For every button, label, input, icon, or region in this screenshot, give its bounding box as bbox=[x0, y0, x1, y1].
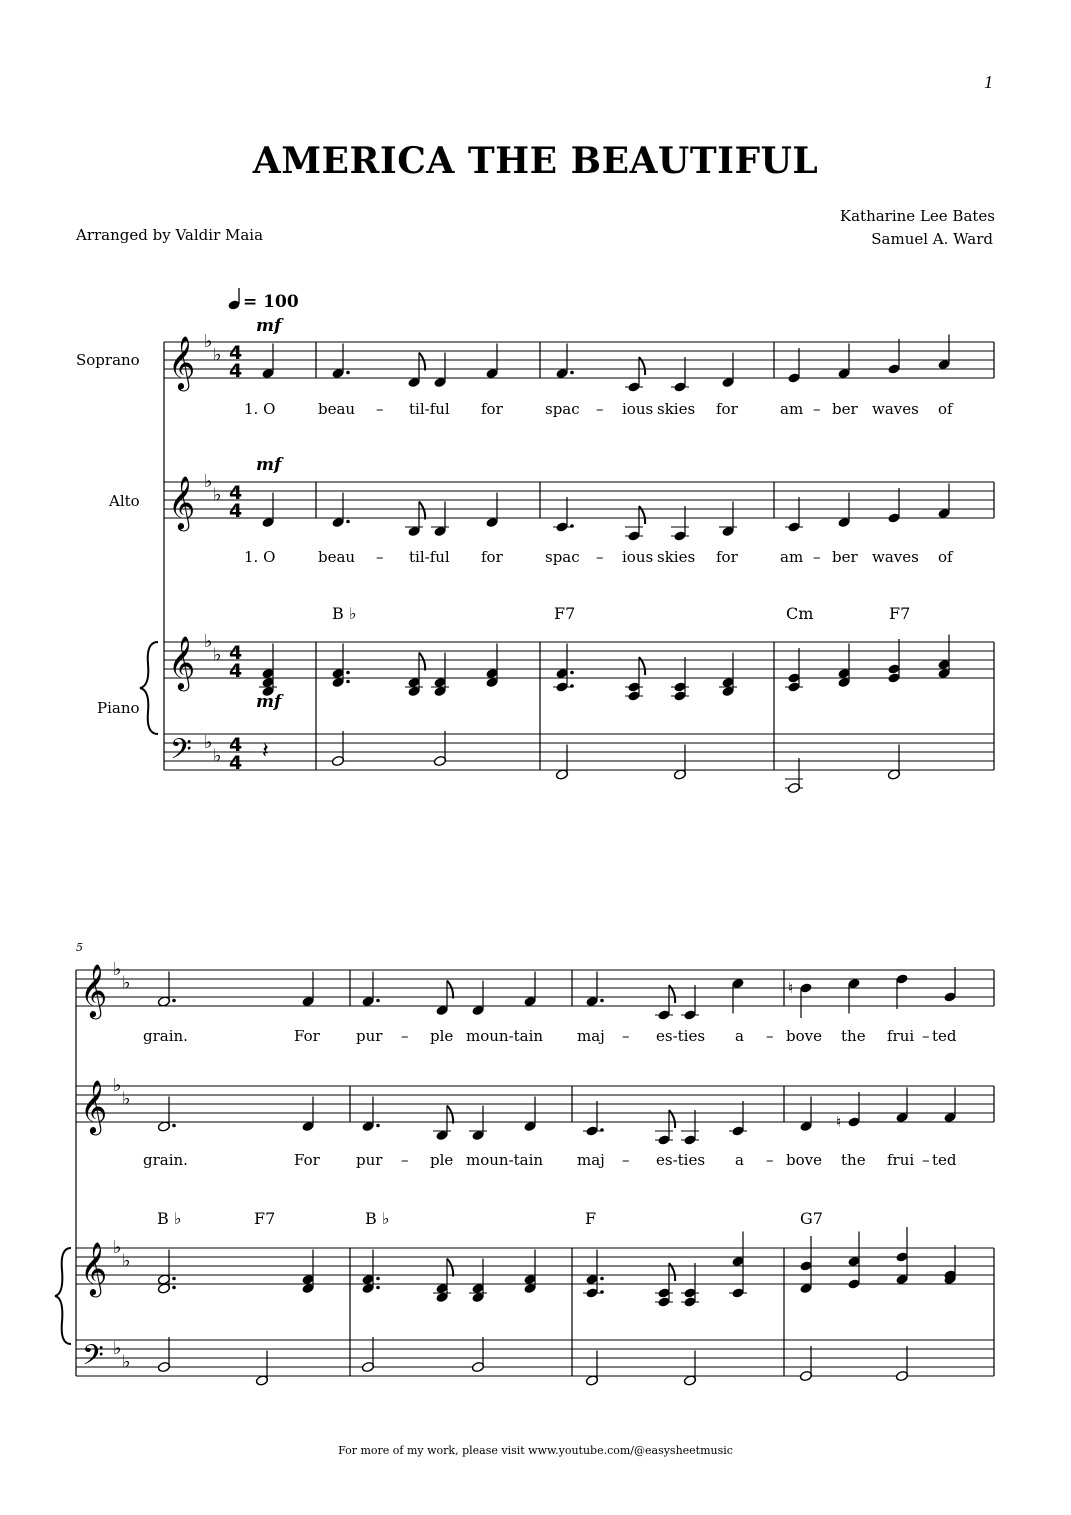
lyric: skies bbox=[657, 400, 696, 418]
lyric: ious bbox=[622, 548, 654, 566]
lyric: For bbox=[294, 1027, 320, 1045]
flat-icon: ♭ bbox=[213, 484, 222, 506]
lyric: – bbox=[376, 400, 384, 418]
lyric: 1. O bbox=[244, 548, 276, 566]
chord-symbol: G7 bbox=[800, 1209, 823, 1228]
flag bbox=[419, 502, 425, 520]
lyric: for bbox=[481, 400, 503, 418]
lyric: – bbox=[813, 548, 821, 566]
lyric: maj bbox=[577, 1027, 605, 1045]
chord-symbols-1 bbox=[332, 604, 910, 623]
time-sig-bottom: 4 bbox=[229, 500, 243, 522]
lyric: skies bbox=[657, 548, 696, 566]
song-title: AMERICA THE BEAUTIFUL bbox=[252, 140, 819, 182]
flag bbox=[447, 1259, 453, 1277]
lyric: for bbox=[716, 400, 738, 418]
flat-icon: ♭ bbox=[213, 745, 222, 767]
lyric: am bbox=[780, 400, 804, 418]
lyric: the bbox=[841, 1027, 866, 1045]
dynamic-piano: mf bbox=[256, 692, 282, 712]
treble-clef-icon: 𝄞 bbox=[168, 635, 196, 689]
treble-clef-icon: 𝄞 bbox=[168, 335, 196, 389]
lyric: – bbox=[376, 548, 384, 566]
treble-clef-icon: 𝄞 bbox=[80, 1241, 108, 1295]
time-sig-top: 4 bbox=[229, 342, 243, 364]
augmentation-dot bbox=[600, 1290, 604, 1294]
tempo-marking bbox=[227, 288, 298, 312]
flat-icon: ♭ bbox=[204, 471, 213, 492]
lyric: for bbox=[481, 548, 503, 566]
lyric: ple bbox=[430, 1151, 454, 1169]
flat-icon: ♭ bbox=[213, 344, 222, 366]
natural-sign: ♮ bbox=[788, 979, 794, 997]
lyric: spac bbox=[545, 548, 580, 566]
flag bbox=[419, 353, 425, 371]
dynamic-alto: mf bbox=[256, 455, 282, 475]
augmentation-dot bbox=[376, 1277, 380, 1281]
flat-icon: ♭ bbox=[122, 1351, 131, 1373]
chord-symbol: B ♭ bbox=[157, 1209, 182, 1228]
part-name-soprano: Soprano bbox=[76, 351, 140, 369]
lyric: waves bbox=[872, 400, 919, 418]
augmentation-dot bbox=[570, 684, 574, 688]
lyric: – bbox=[401, 1151, 409, 1169]
lyric: for bbox=[716, 548, 738, 566]
chord-symbol: B ♭ bbox=[365, 1209, 390, 1228]
lyric: spac bbox=[545, 400, 580, 418]
measure-number: 5 bbox=[76, 941, 83, 954]
chord-symbol: B ♭ bbox=[332, 604, 357, 623]
flat-icon: ♭ bbox=[113, 959, 122, 980]
augmentation-dot bbox=[600, 1128, 604, 1132]
lyric: grain. bbox=[143, 1151, 188, 1169]
lyrics-alto-2 bbox=[143, 1151, 957, 1169]
tempo-text: = 100 bbox=[243, 292, 299, 312]
lyric: am bbox=[780, 548, 804, 566]
lyric: frui bbox=[887, 1027, 915, 1045]
flat-icon: ♭ bbox=[204, 331, 213, 352]
lyric: ber bbox=[832, 548, 858, 566]
time-sig-bottom: 4 bbox=[229, 752, 243, 774]
chord-symbol: F bbox=[585, 1209, 597, 1228]
lyric: of bbox=[938, 548, 953, 566]
lyric: – bbox=[813, 400, 821, 418]
lyric: moun-tain bbox=[466, 1151, 544, 1169]
flat-icon: ♭ bbox=[122, 1250, 131, 1272]
lyric: frui bbox=[887, 1151, 915, 1169]
augmentation-dot bbox=[346, 671, 350, 675]
lyric: – bbox=[766, 1151, 774, 1169]
composer-credit: Samuel A. Ward bbox=[871, 230, 993, 248]
augmentation-dot bbox=[172, 1277, 176, 1281]
augmentation-dot bbox=[346, 520, 350, 524]
chord-symbol: F7 bbox=[254, 1209, 276, 1228]
lyric: til-ful bbox=[409, 548, 450, 566]
lyric: til-ful bbox=[409, 400, 450, 418]
time-sig-bottom: 4 bbox=[229, 360, 243, 382]
lyric: bove bbox=[786, 1027, 822, 1045]
lyric: – bbox=[622, 1151, 630, 1169]
lyric: ple bbox=[430, 1027, 454, 1045]
lyric: grain. bbox=[143, 1027, 188, 1045]
lyric: – bbox=[766, 1027, 774, 1045]
lyric: – bbox=[622, 1027, 630, 1045]
lyric: ted bbox=[932, 1027, 957, 1045]
lyric: a bbox=[735, 1151, 744, 1169]
lyric: – bbox=[922, 1027, 930, 1045]
flat-icon: ♭ bbox=[122, 972, 131, 994]
treble-clef-icon: 𝄞 bbox=[80, 963, 108, 1017]
flag bbox=[419, 653, 425, 671]
augmentation-dot bbox=[376, 1286, 380, 1290]
natural-sign: ♮ bbox=[836, 1113, 842, 1131]
piano-brace bbox=[140, 642, 158, 734]
lyric: bove bbox=[786, 1151, 822, 1169]
lyric: es-ties bbox=[656, 1151, 706, 1169]
flat-icon: ♭ bbox=[113, 1237, 122, 1258]
quarter-rest-icon: 𝄽 bbox=[262, 739, 269, 764]
lyric: – bbox=[596, 400, 604, 418]
augmentation-dot bbox=[570, 671, 574, 675]
augmentation-dot bbox=[346, 680, 350, 684]
lyric: ber bbox=[832, 400, 858, 418]
chord-symbol: Cm bbox=[786, 604, 814, 623]
flat-icon: ♭ bbox=[213, 644, 222, 666]
flat-icon: ♭ bbox=[204, 631, 213, 652]
flag bbox=[447, 1106, 453, 1124]
lyric: beau bbox=[318, 400, 356, 418]
lyric: waves bbox=[872, 548, 919, 566]
augmentation-dot bbox=[376, 1124, 380, 1128]
bass-clef-icon: 𝄢 bbox=[82, 1339, 104, 1379]
lyrics-soprano-1 bbox=[244, 400, 954, 418]
time-sig-bottom: 4 bbox=[229, 660, 243, 682]
augmentation-dot bbox=[570, 371, 574, 375]
augmentation-dot bbox=[600, 999, 604, 1003]
treble-clef-icon: 𝄞 bbox=[168, 475, 196, 529]
chord-symbol: F7 bbox=[889, 604, 911, 623]
lyric: pur bbox=[356, 1027, 383, 1045]
time-sig-top: 4 bbox=[229, 482, 243, 504]
lyric: es-ties bbox=[656, 1027, 706, 1045]
chord-symbols-2 bbox=[157, 1209, 823, 1228]
flat-icon: ♭ bbox=[122, 1088, 131, 1110]
lyric: pur bbox=[356, 1151, 383, 1169]
lyric: a bbox=[735, 1027, 744, 1045]
flat-icon: ♭ bbox=[113, 1338, 122, 1359]
arranger-credit: Arranged by Valdir Maia bbox=[76, 226, 264, 244]
lyricist-credit: Katharine Lee Bates bbox=[839, 207, 995, 225]
lyric: For bbox=[294, 1151, 320, 1169]
flag bbox=[447, 981, 453, 999]
augmentation-dot bbox=[346, 371, 350, 375]
lyric: maj bbox=[577, 1151, 605, 1169]
chord-symbol: F7 bbox=[554, 604, 576, 623]
part-name-piano: Piano bbox=[97, 699, 140, 717]
lyric: of bbox=[938, 400, 953, 418]
lyrics-soprano-2 bbox=[143, 1027, 957, 1045]
time-sig-top: 4 bbox=[229, 642, 243, 664]
flat-icon: ♭ bbox=[204, 732, 213, 753]
bass-clef-icon: 𝄢 bbox=[170, 733, 192, 773]
lyric: – bbox=[596, 548, 604, 566]
page-number: 1 bbox=[984, 72, 993, 92]
lyric: ted bbox=[932, 1151, 957, 1169]
flat-icon: ♭ bbox=[113, 1075, 122, 1096]
augmentation-dot bbox=[172, 1286, 176, 1290]
augmentation-dot bbox=[376, 999, 380, 1003]
lyric: 1. O bbox=[244, 400, 276, 418]
augmentation-dot bbox=[570, 524, 574, 528]
augmentation-dot bbox=[600, 1277, 604, 1281]
augmentation-dot bbox=[172, 1124, 176, 1128]
lyric: moun-tain bbox=[466, 1027, 544, 1045]
time-sig-top: 4 bbox=[229, 734, 243, 756]
lyric: – bbox=[401, 1027, 409, 1045]
dynamic-soprano: mf bbox=[256, 316, 282, 336]
lyric: ious bbox=[622, 400, 654, 418]
part-name-alto: Alto bbox=[109, 492, 140, 510]
lyric: the bbox=[841, 1151, 866, 1169]
piano-brace bbox=[55, 1248, 71, 1344]
augmentation-dot bbox=[172, 999, 176, 1003]
footer-note: For more of my work, please visit www.youtube.com/@easysheetmusic bbox=[338, 1444, 733, 1457]
treble-clef-icon: 𝄞 bbox=[80, 1079, 108, 1133]
lyric: – bbox=[922, 1151, 930, 1169]
lyric: beau bbox=[318, 548, 356, 566]
lyrics-alto-1 bbox=[244, 548, 954, 566]
